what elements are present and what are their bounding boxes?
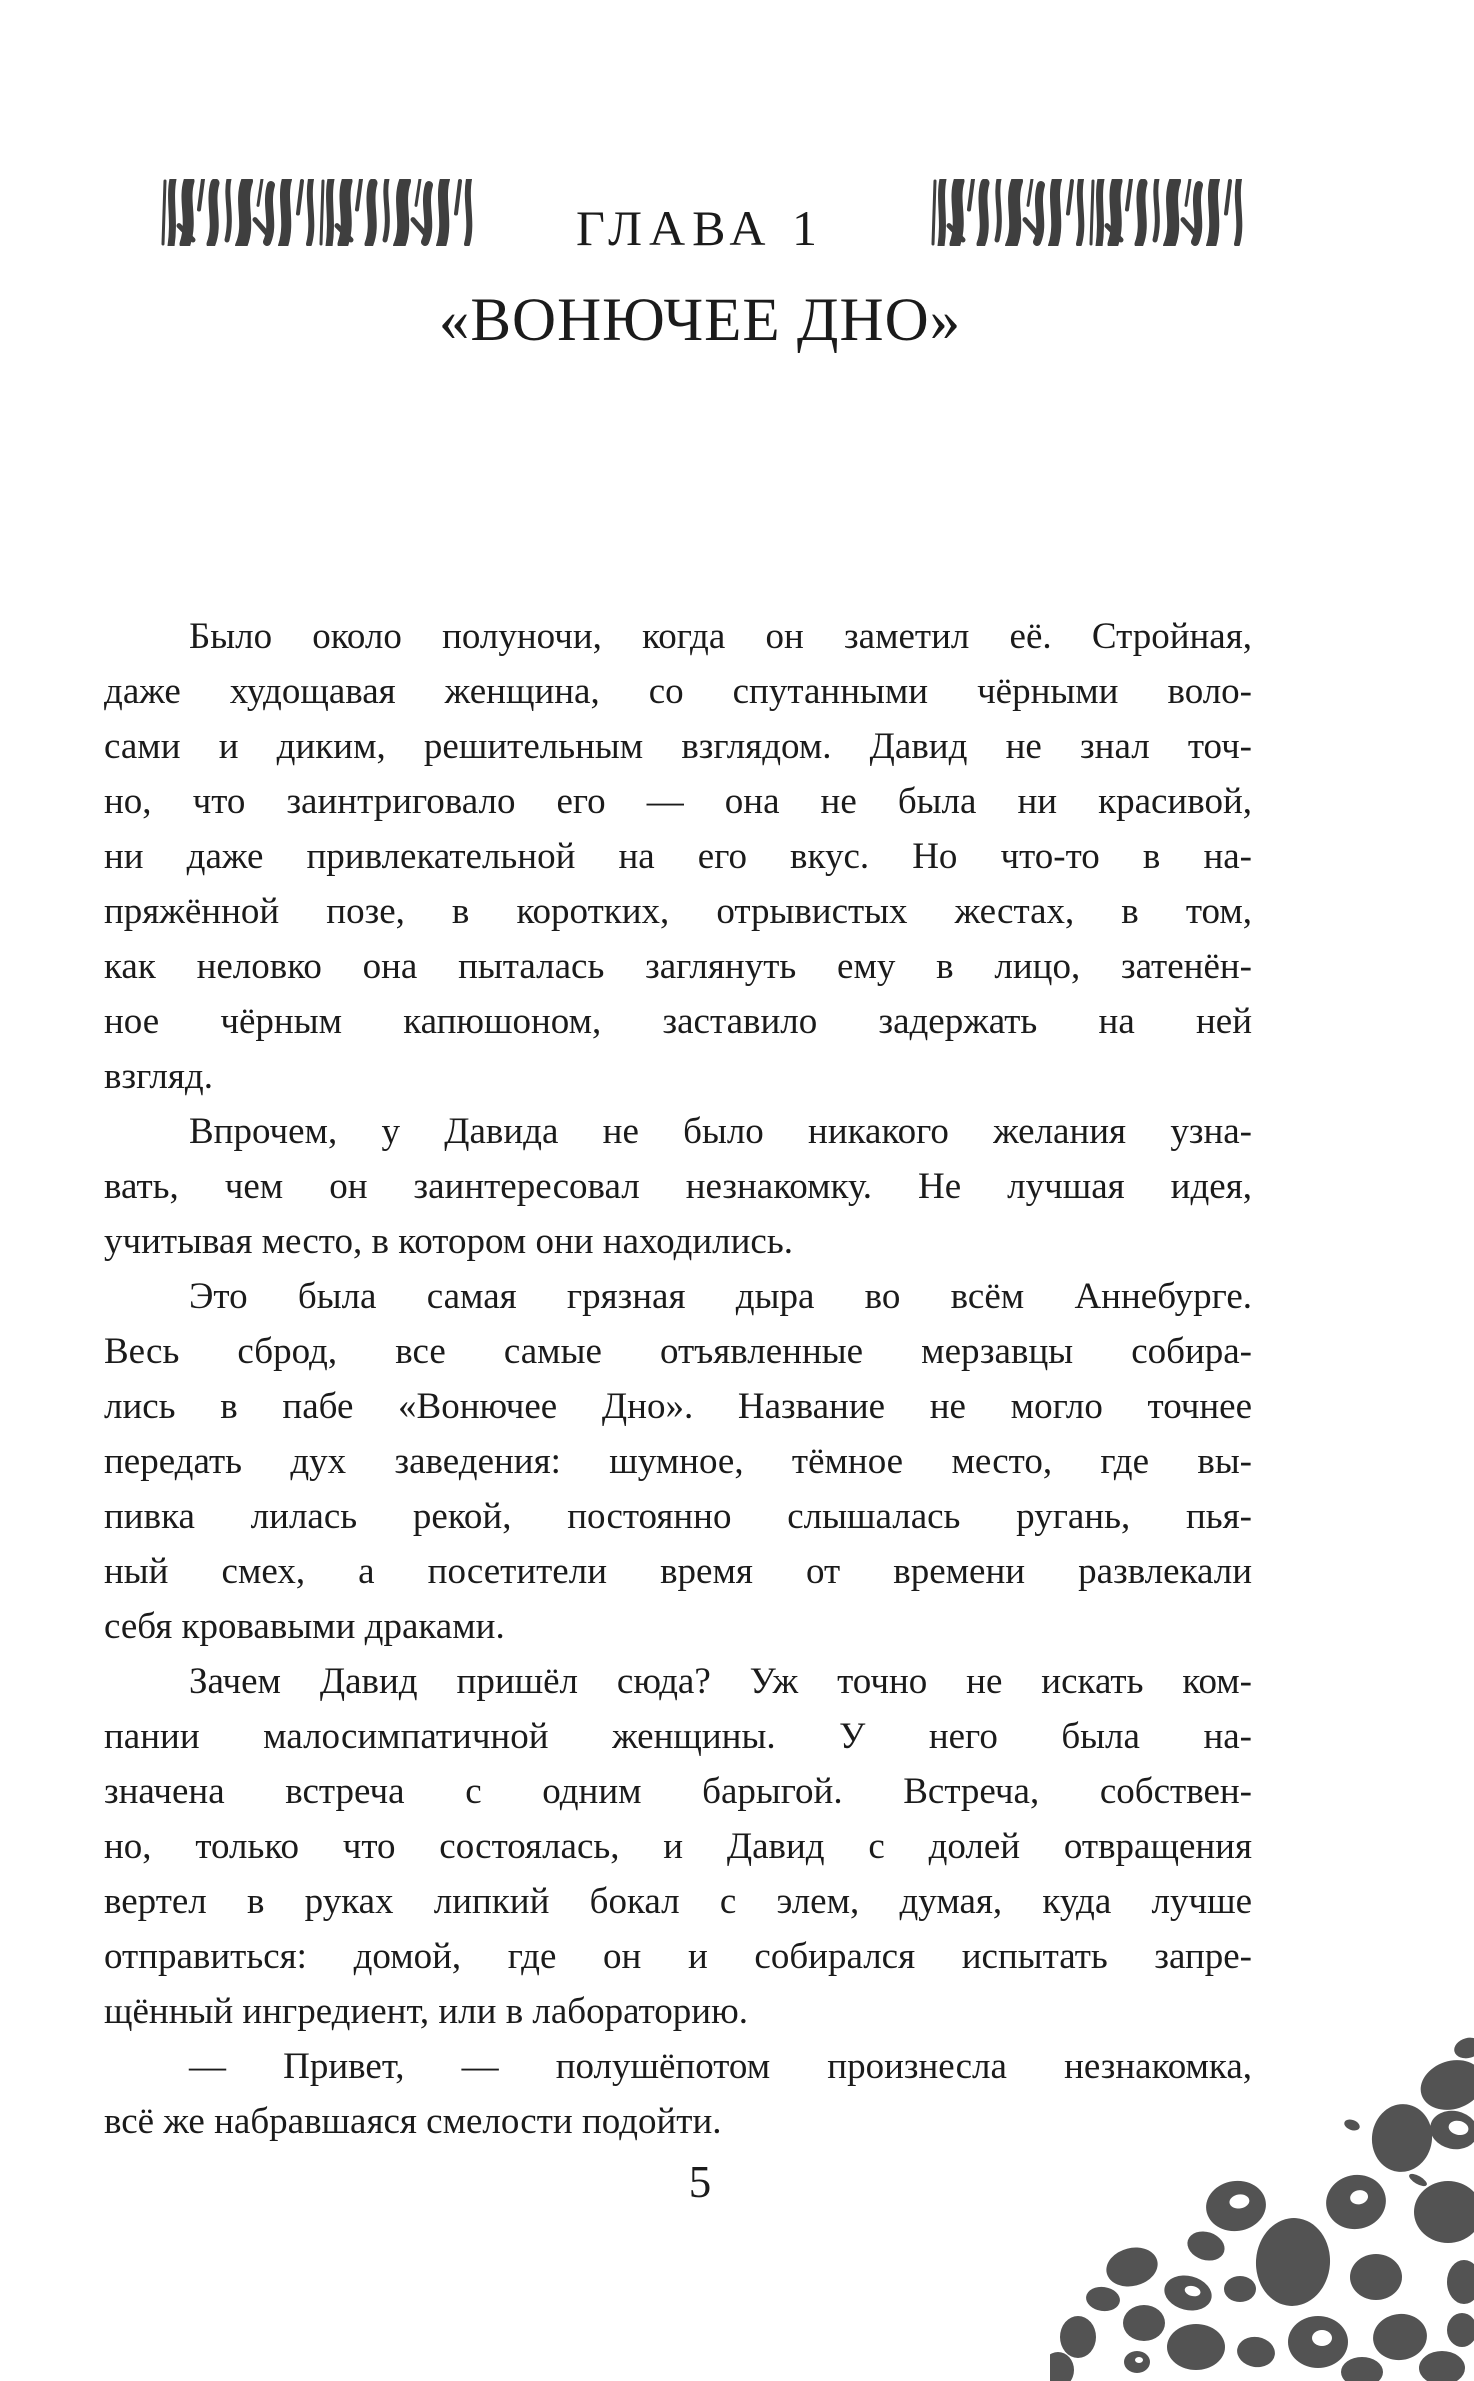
text-line: щённый ингредиент, или в лабораторию. [104, 1991, 748, 2032]
text-line: но, только что состоялась, и Давид с долей отвращения [104, 1826, 1252, 1867]
text-line: Зачем Давид пришёл сюда? Уж точно не искать ком- [189, 1661, 1252, 1702]
leopard-spots-icon [1050, 2030, 1474, 2381]
text-line: даже худощавая женщина, со спутанными чёрными воло- [104, 671, 1252, 712]
text-line: сами и диким, решительным взглядом. Давид не знал точ- [104, 726, 1252, 767]
zebra-stripes-icon [929, 179, 1244, 246]
text-line: Это была самая грязная дыра во всём Аннебурге. [189, 1276, 1252, 1317]
text-line: Впрочем, у Давида не было никакого желания узна- [189, 1111, 1252, 1152]
paragraph [104, 609, 1252, 1104]
text-line: всё же набравшаяся смелости подойти. [104, 2101, 722, 2142]
text-line: Было около полуночи, когда он заметил её. Стройная, [189, 616, 1252, 657]
text-line: пивка лилась рекой, постоянно слышалась ругань, пья- [104, 1496, 1252, 1537]
text-line: — Привет, — полушёпотом произнесла незнакомка, [189, 2046, 1252, 2087]
text-line: Весь сброд, все самые отъявленные мерзавцы собира- [104, 1331, 1252, 1372]
paragraph [104, 1654, 1252, 2039]
chapter-label: ГЛАВА 1 [576, 200, 824, 256]
text-line: ное чёрным капюшоном, заставило задержать на ней [104, 1001, 1252, 1042]
text-line: значена встреча с одним барыгой. Встреча, собствен- [104, 1771, 1252, 1812]
text-line: взгляд. [104, 1056, 213, 1097]
text-line: вертел в руках липкий бокал с элем, думая, куда лучше [104, 1881, 1252, 1922]
paragraph [104, 1269, 1252, 1654]
text-line: вать, чем он заинтересовал незнакомку. Не лучшая идея, [104, 1166, 1252, 1207]
text-line: учитывая место, в котором они находились. [104, 1221, 793, 1262]
text-line: отправиться: домой, где он и собирался испытать запре- [104, 1936, 1252, 1977]
page-number: 5 [688, 2157, 712, 2207]
text-line: пряжённой позе, в коротких, отрывистых жестах, в том, [104, 891, 1252, 932]
text-line: но, что заинтриговало его — она не была ни красивой, [104, 781, 1252, 822]
body-text [104, 609, 1252, 2149]
text-line: передать дух заведения: шумное, тёмное место, где вы- [104, 1441, 1252, 1482]
text-line: как неловко она пыталась заглянуть ему в лицо, затенён- [104, 946, 1252, 987]
text-line: лись в пабе «Вонючее Дно». Название не могло точнее [104, 1386, 1252, 1427]
chapter-title: «ВОНЮЧЕЕ ДНО» [438, 287, 962, 354]
paragraph [104, 1104, 1252, 1269]
text-line: ный смех, а посетители время от времени развлекали [104, 1551, 1252, 1592]
text-line: пании малосимпатичной женщины. У него была на- [104, 1716, 1252, 1757]
text-line: себя кровавыми драками. [104, 1606, 505, 1647]
text-line: ни даже привлекательной на его вкус. Но что-то в на- [104, 836, 1252, 877]
